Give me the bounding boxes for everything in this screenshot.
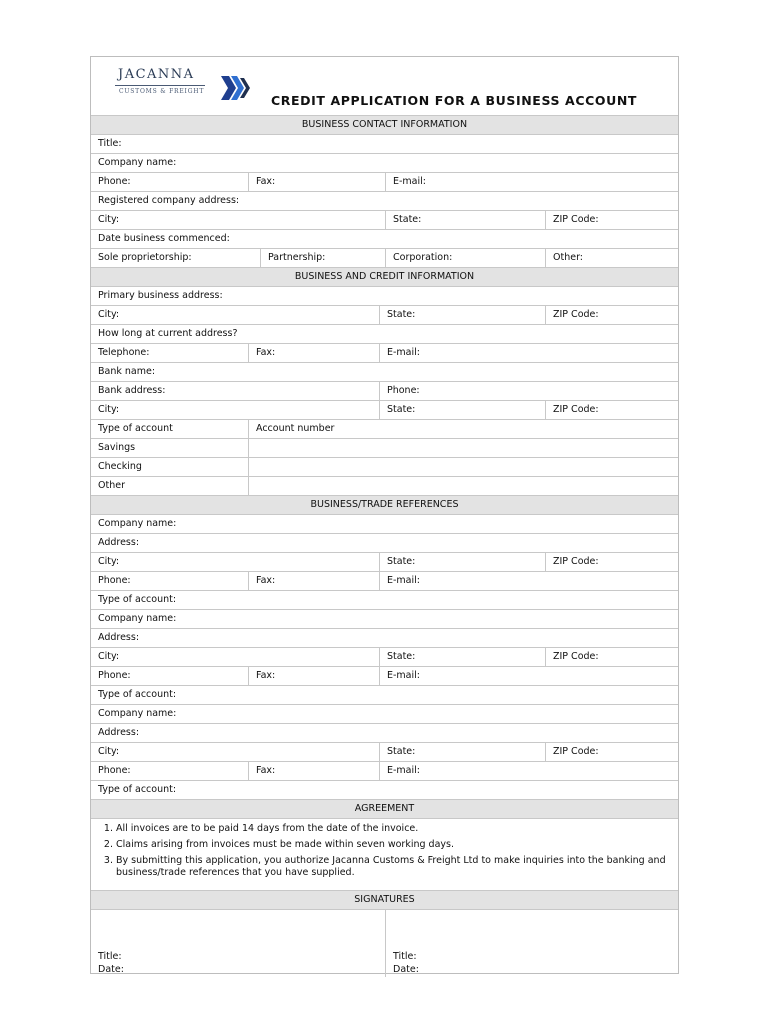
phone-field[interactable] <box>91 572 248 590</box>
logo-chevrons-icon <box>219 75 253 101</box>
row-registered-address[interactable] <box>91 191 678 210</box>
state-field[interactable] <box>379 553 545 571</box>
row-ref-type-of-account[interactable] <box>91 685 678 704</box>
row-phone-fax-email <box>91 172 678 191</box>
company-name-label: Company name: <box>98 157 177 168</box>
city-field[interactable] <box>91 211 385 229</box>
signature-box-left[interactable] <box>91 910 385 977</box>
section-header-agreement: AGREEMENT <box>91 799 678 818</box>
row-company-name[interactable] <box>91 153 678 172</box>
sole-proprietorship-label: Sole proprietorship: <box>98 252 192 263</box>
state-label: State: <box>387 556 416 567</box>
email-field[interactable] <box>385 173 678 191</box>
row-ref-company-name[interactable] <box>91 704 678 723</box>
corporation-label: Corporation: <box>393 252 453 263</box>
email-field[interactable] <box>379 572 678 590</box>
row-city-state-zip <box>91 647 678 666</box>
account-number-label: Account number <box>248 420 678 438</box>
city-field[interactable] <box>91 743 379 761</box>
section-header-signatures: SIGNATURES <box>91 890 678 909</box>
agreement-terms <box>91 818 678 890</box>
city-field[interactable] <box>91 306 379 324</box>
zip-label: ZIP Code: <box>553 746 599 757</box>
row-ref-company-name[interactable] <box>91 514 678 533</box>
row-account-header <box>91 419 678 438</box>
other-account-label: Other <box>98 480 125 491</box>
section-header-credit: BUSINESS AND CREDIT INFORMATION <box>91 267 678 286</box>
email-label: E-mail: <box>393 176 426 187</box>
row-phone-fax-email <box>91 571 678 590</box>
logo-name: JACANNA <box>118 67 195 82</box>
type-of-account-label: Type of account <box>98 423 173 434</box>
email-field[interactable] <box>379 344 678 362</box>
row-city-state-zip <box>91 305 678 324</box>
state-field[interactable] <box>379 306 545 324</box>
type-of-account-label: Type of account: <box>98 689 177 700</box>
signature-title-label: Title: <box>393 951 417 962</box>
zip-field[interactable] <box>545 306 678 324</box>
signature-date-label: Date: <box>98 964 124 975</box>
fax-label: Fax: <box>256 765 276 776</box>
row-telephone-fax-email <box>91 343 678 362</box>
zip-field[interactable] <box>545 401 678 419</box>
savings-account-number-field[interactable] <box>248 439 678 457</box>
email-field[interactable] <box>379 762 678 780</box>
email-field[interactable] <box>379 667 678 685</box>
fax-label: Fax: <box>256 670 276 681</box>
partnership-field[interactable] <box>260 249 385 267</box>
row-city-state-zip <box>91 210 678 229</box>
row-ref-type-of-account[interactable] <box>91 780 678 799</box>
state-field[interactable] <box>385 211 545 229</box>
email-label: E-mail: <box>387 765 420 776</box>
fax-field[interactable] <box>248 572 379 590</box>
fax-label: Fax: <box>256 575 276 586</box>
how-long-label: How long at current address? <box>98 328 238 339</box>
phone-field[interactable] <box>91 762 248 780</box>
signature-box-right[interactable] <box>385 910 678 977</box>
agreement-item: 3. By submitting this application, you authorize Jacanna Customs & Freight Ltd to make inquiries into the banking and business/trade references that you have supplied. <box>116 855 671 879</box>
zip-label: ZIP Code: <box>553 309 599 320</box>
zip-label: ZIP Code: <box>553 556 599 567</box>
address-label: Address: <box>98 537 140 548</box>
signature-area <box>91 909 678 977</box>
checking-label: Checking <box>98 461 142 472</box>
row-ref-address[interactable] <box>91 628 678 647</box>
telephone-field[interactable] <box>91 344 248 362</box>
zip-field[interactable] <box>545 743 678 761</box>
zip-label: ZIP Code: <box>553 404 599 415</box>
city-label: City: <box>98 556 120 567</box>
signature-title-label: Title: <box>98 951 122 962</box>
email-label: E-mail: <box>387 575 420 586</box>
state-label: State: <box>387 404 416 415</box>
phone-label: Phone: <box>98 575 131 586</box>
bank-name-label: Bank name: <box>98 366 156 377</box>
other-type-label: Other: <box>553 252 584 263</box>
company-name-label: Company name: <box>98 708 177 719</box>
page-title: CREDIT APPLICATION FOR A BUSINESS ACCOUNT <box>271 93 638 108</box>
row-how-long[interactable] <box>91 324 678 343</box>
city-label: City: <box>98 651 120 662</box>
fax-label: Fax: <box>256 176 276 187</box>
logo-tagline: CUSTOMS & FREIGHT <box>119 88 205 95</box>
phone-field[interactable] <box>91 667 248 685</box>
zip-label: ZIP Code: <box>553 214 599 225</box>
row-city-state-zip <box>91 552 678 571</box>
row-ref-company-name[interactable] <box>91 609 678 628</box>
corporation-field[interactable] <box>385 249 545 267</box>
company-name-label: Company name: <box>98 518 177 529</box>
row-city-state-zip <box>91 742 678 761</box>
row-business-type <box>91 248 678 267</box>
section-header-contact: BUSINESS CONTACT INFORMATION <box>91 115 678 134</box>
row-checking <box>91 457 678 476</box>
other-account-number-field[interactable] <box>248 477 678 495</box>
sole-proprietorship-field[interactable] <box>91 249 260 267</box>
agreement-item: 2. Claims arising from invoices must be made within seven working days. <box>116 839 671 851</box>
bank-address-field[interactable] <box>91 382 379 400</box>
section-header-references: BUSINESS/TRADE REFERENCES <box>91 495 678 514</box>
fax-field[interactable] <box>248 667 379 685</box>
city-label: City: <box>98 746 120 757</box>
registered-address-label: Registered company address: <box>98 195 240 206</box>
bank-address-label: Bank address: <box>98 385 166 396</box>
email-label: E-mail: <box>387 670 420 681</box>
fax-field[interactable] <box>248 344 379 362</box>
bank-phone-label: Phone: <box>387 385 420 396</box>
row-bank-address <box>91 381 678 400</box>
phone-label: Phone: <box>98 176 131 187</box>
row-other-account <box>91 476 678 495</box>
state-field[interactable] <box>379 648 545 666</box>
checking-account-number-field[interactable] <box>248 458 678 476</box>
row-ref-address[interactable] <box>91 533 678 552</box>
state-field[interactable] <box>379 743 545 761</box>
row-savings <box>91 438 678 457</box>
city-label: City: <box>98 214 120 225</box>
row-bank-name[interactable] <box>91 362 678 381</box>
state-label: State: <box>387 651 416 662</box>
state-label: State: <box>387 746 416 757</box>
row-ref-type-of-account[interactable] <box>91 590 678 609</box>
fax-label: Fax: <box>256 347 276 358</box>
city-field[interactable] <box>91 401 379 419</box>
row-date-commenced[interactable] <box>91 229 678 248</box>
savings-label: Savings <box>98 442 136 453</box>
row-primary-address[interactable] <box>91 286 678 305</box>
form-table <box>91 115 678 977</box>
row-city-state-zip <box>91 400 678 419</box>
address-label: Address: <box>98 632 140 643</box>
email-label: E-mail: <box>387 347 420 358</box>
state-field[interactable] <box>379 401 545 419</box>
state-label: State: <box>387 309 416 320</box>
phone-label: Phone: <box>98 765 131 776</box>
city-field[interactable] <box>91 553 379 571</box>
state-label: State: <box>393 214 422 225</box>
logo-rule <box>115 85 205 86</box>
phone-label: Phone: <box>98 670 131 681</box>
title-label: Title: <box>98 138 122 149</box>
city-field[interactable] <box>91 648 379 666</box>
date-commenced-label: Date business commenced: <box>98 233 230 244</box>
telephone-label: Telephone: <box>98 347 150 358</box>
row-phone-fax-email <box>91 761 678 780</box>
bank-phone-field[interactable] <box>379 382 678 400</box>
company-name-label: Company name: <box>98 613 177 624</box>
city-label: City: <box>98 309 120 320</box>
primary-address-label: Primary business address: <box>98 290 223 301</box>
type-of-account-label: Type of account: <box>98 784 177 795</box>
phone-field[interactable] <box>91 173 248 191</box>
zip-label: ZIP Code: <box>553 651 599 662</box>
partnership-label: Partnership: <box>268 252 326 263</box>
address-label: Address: <box>98 727 140 738</box>
zip-field[interactable] <box>545 553 678 571</box>
zip-field[interactable] <box>545 648 678 666</box>
row-ref-address[interactable] <box>91 723 678 742</box>
zip-field[interactable] <box>545 211 678 229</box>
row-phone-fax-email <box>91 666 678 685</box>
company-logo <box>109 65 239 105</box>
type-of-account-label: Type of account: <box>98 594 177 605</box>
application-form <box>90 56 679 974</box>
other-type-field[interactable] <box>545 249 678 267</box>
row-title[interactable] <box>91 134 678 153</box>
fax-field[interactable] <box>248 173 385 191</box>
agreement-item: 1. All invoices are to be paid 14 days from the date of the invoice. <box>116 823 671 835</box>
city-label: City: <box>98 404 120 415</box>
signature-date-label: Date: <box>393 964 419 975</box>
fax-field[interactable] <box>248 762 379 780</box>
